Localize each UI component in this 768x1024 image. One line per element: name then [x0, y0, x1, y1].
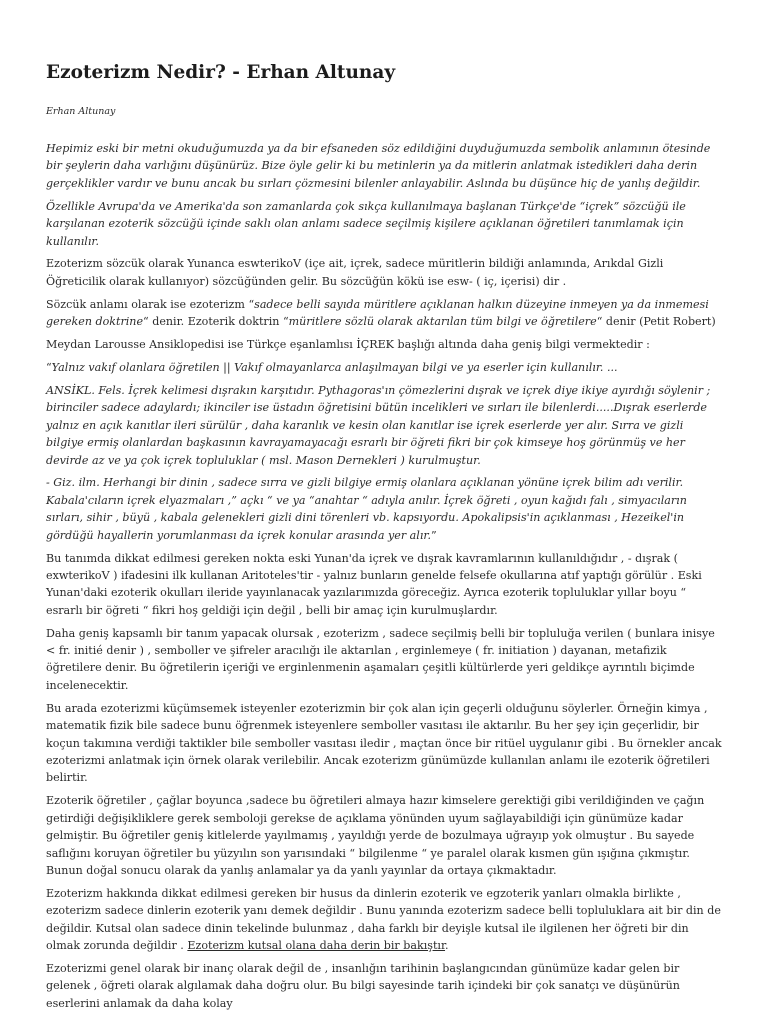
paragraph [46, 960, 724, 1012]
italic-text: sadece belli sayıda müritlere açıklanan halkın düzeyine inmeyen ya da inmemesi gereken doktrine [46, 297, 709, 329]
text-run: Özellikle Avrupa'da ve Amerika'da son zamanlarda çok sıkça kullanılmaya başlanan Türkçe'de “içrek” sözcüğü ile karşılanan ezoterik sözcüğü içinde saklı olan anlamı sadece seçilmiş kişilere açıklanan öğretileri tanımlamak için kullanılır. [46, 199, 686, 248]
paragraph [46, 474, 724, 544]
text-run: Ezoterizm hakkında dikkat edilmesi gereken bir husus da dinlerin ezoterik ve egzoterik yanları olmakla birlikte , ezoterizm sadece dinlerin ezoterik yanı demek değildir . Bunu yanında ezoterizm sadece belli topluluklara ait bir din de değildir. Kutsal olan sadece dinin tekelinde bulunmaz , daha farklı bir deyişle kutsal ile ilgilenen her öğreti bir din olmak zorunda değildir . [46, 886, 721, 953]
text-run: “ denir (Petit Robert) [596, 315, 716, 329]
text-run: “ [46, 360, 52, 374]
paragraph [46, 885, 724, 955]
paragraph [46, 255, 724, 290]
italic-text: - Giz. ilm. Herhangi bir dinin , sadece sırra ve gizli bilgiye ermiş olanlara açıklanan yönüne içrek bilim adı verilir. Kabala'cıların içrek elyazmaları ,” açkı “ ve ya “anahtar “ adıyla anılır. İçrek öğreti , oyun kağıdı falı , simyacıların sırları, sihir , büyü , kabala gelenekleri gizli dini törenleri vb. kapsıyordu. Apokalipsis'in açıklanması , Hezeikel'in gördüğü hayallerin yorumlanması da içrek konular arasında yer alır. [46, 476, 687, 542]
text-run: ANSİKL. Fels. İçrek kelimesi dışrakın karşıtıdır. Pythagoras'ın çömezlerini dışrak ve içrek diye ikiye ayırdığı söylenir ; birinciler sadece adaylardı; ikinciler ise üstadın öğretisini bütün incelikleri ve sırları ile bilenlerdi.....Dışrak eserlerde yalnız en açık kanıtlar ileri sürülür , daha karanlık ve kesin olan kanıtlar ise içrek eserlerde yer alır. Sırra ve gizli bilgiye ermiş olanlardan başkasının kavrayamayacağı esrarlı bir öğreti fikri bir çok kimseye hoş görünmüş ve her devirde az ve ya çok içrek topluluklar ( msl. Mason Dernekleri ) kurulmuştur. [46, 383, 711, 467]
text-run: ” [431, 528, 437, 542]
paragraph [46, 550, 724, 620]
paragraph [46, 792, 724, 879]
italic-text: müritlere sözlü olarak aktarılan tüm bilgi ve öğretilere [288, 315, 597, 329]
paragraph [46, 359, 724, 376]
paragraph [46, 198, 724, 250]
author-name: Erhan Altunay [46, 106, 116, 117]
text-run: “ denir. Ezoterik doktrin “ [143, 315, 289, 329]
paragraph [46, 625, 724, 695]
paragraph [46, 336, 724, 353]
text-run: Hepimiz eski bir metni okuduğumuzda ya da bir efsaneden söz edildiğini duyduğumuzda sembolik anlamının ötesinde bir şeylerin daha varlığını düşünürüz. Bize öyle gelir ki bu metinlerin ya da mitlerin anlatmak istedikleri daha derin gerçeklikler vardır ve bunu ancak bu sırları çözmesini bilenler anlayabilir. Aslında bu düşünce hiç de yanlış değildir. [46, 142, 711, 190]
text-run: Bu arada ezoterizmi küçümsemek isteyenler ezoterizmin bir çok alan için geçerli olduğunu söylerler. Örneğin kimya , matematik fizik bile sadece bunu öğrenmek isteyenlere semboller vasıtası ile aktarılır. Bu her şey için geçerlidir, bir koçun takımına verdiği taktikler bile semboller vasıtası iledir , maçtan önce bir ritüel uygulanır gibi . Bu örnekler ancak ezoterizmi anlatmak için örnek olarak verilebilir. Ancak ezoterizm günümüzde kullanılan anlamı ile ezoterik öğretileri belirtir. [46, 701, 722, 785]
text-run: Bu tanımda dikkat edilmesi gereken nokta eski Yunan'da içrek ve dışrak kavramlarının kullanıldığıdır , - dışrak ( exwterikoV ) ifadesini ilk kullanan Aritoteles'tir - yalnız bunların genelde felsefe okullarına atıf yaptığı görülür . Eski Yunan'daki ezoterik okulları ileride yayınlanacak yazılarımızda göreceğiz. Ayrıca ezoterik topluluklar yıllar boyu “ esrarlı bir öğreti “ fikri hoş geldiği için değil , belli bir amaç için kurulmuşlardır. [46, 551, 702, 617]
page-title: Ezoterizm Nedir? - Erhan Altunay [46, 62, 396, 83]
text-run: Sözcük anlamı olarak ise ezoterizm “ [46, 297, 255, 311]
paragraph [46, 140, 724, 192]
paragraph [46, 700, 724, 787]
text-run: Meydan Larousse Ansiklopedisi ise Türkçe eşanlamlısı İÇREK başlığı altında daha geniş bilgi vermektedir : [46, 338, 650, 352]
text-run: . [445, 939, 449, 953]
italic-text: Yalnız vakıf olanlara öğretilen || Vakıf olmayanlarca anlaşılmayan bilgi ve ya eserler için kullanılır. ... [51, 360, 618, 374]
text-run: Ezoterizmi genel olarak bir inanç olarak değil de , insanlığın tarihinin başlangıcından günümüze kadar gelen bir gelenek , öğreti olarak algılamak daha doğru olur. Bu bilgi sayesinde tarih içindeki bir çok sanatçı ve düşünürün eserlerini anlamak da daha kolay [46, 961, 680, 1010]
paragraph [46, 296, 724, 331]
article-body [46, 140, 724, 1018]
inline-link[interactable]: Ezoterizm kutsal olana daha derin bir bakıştır [187, 939, 446, 953]
text-run: Ezoterizm sözcük olarak Yunanca eswterikoV (içe ait, içrek, sadece müritlerin bildiği anlamında, Arıkdal Gizli Öğreticilik olarak kullanıyor) sözcüğünden gelir. Bu sözcüğün kökü ise esw- ( iç, içerisi) dir . [46, 257, 664, 288]
paragraph [46, 382, 724, 469]
text-run: Ezoterik öğretiler , çağlar boyunca ,sadece bu öğretileri almaya hazır kimselere gerektiği gibi verildiğinden ve çağın getirdiği değişikliklere gerek semboloji gerekse de açıklama yönünden uyum sağlayabildiği için günümüze kadar gelmiştir. Bu öğretiler geniş kitlelerde yayılmamış , yayıldığı yerde de bozulmaya uğrayıp yok olmuştur . Bu sayede saflığını koruyan öğretiler bu yüzyılın son yarısındaki “ bilgilenme “ ye paralel olarak kısmen gün ışığına çıkmıştır. Bunun doğal sonucu olarak da yanlış anlamalar ya da yanlı yayınlar da ortaya çıkmaktadır. [46, 794, 705, 877]
text-run: Daha geniş kapsamlı bir tanım yapacak olursak , ezoterizm , sadece seçilmiş belli bir topluluğa verilen ( bunlara inisye < fr. initié denir ) , semboller ve şifreler aracılığı ile aktarılan , erginlemeye ( fr. initiation ) dayanan, metafizik öğretilere denir. Bu öğretilerin içeriği ve erginlenmenin aşamaları çeşitli kültürlerde yeri geldikçe ayrıntılı biçimde incelenecektir. [46, 626, 715, 692]
